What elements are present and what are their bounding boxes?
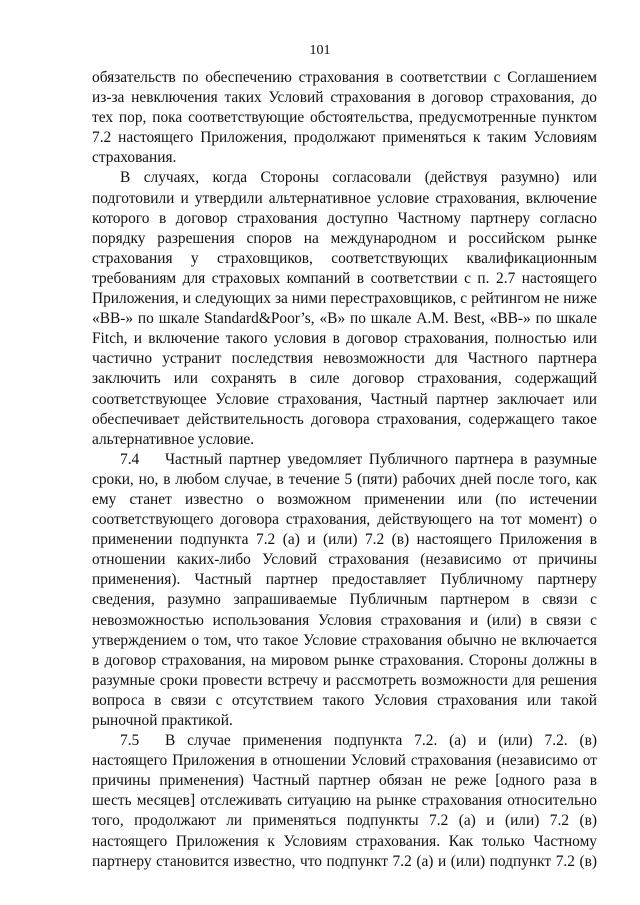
clause-text: В случае применения подпункта 7.2. (а) и (или) 7.2. (в) настоящего Приложения в отношении Условий страхования (независимо от причины применения) Частный партнер обязан не реже [одного раза в шесть месяцев] отслеживать ситуацию на рынке страхования относительно того, продолжают ли применяться подпункты 7.2 (а) и (или) 7.2 (в) настоящего Приложения к Условиям страхования. Как только Частному партнеру становится известно, что подпункт 7.2 (а) и (или) подпункт 7.2 (в) (92, 732, 597, 870)
document-body (92, 68, 597, 872)
paragraph-continuation (92, 68, 597, 168)
clause-7-4 (92, 450, 597, 731)
page-number: 101 (309, 43, 331, 58)
paragraph-text: обязательств по обеспечению страхования в соответствии с Соглашением из-за невключения таких Условий страхования в договор страхования, до тех пор, пока соответствующие обстоятельства, предусмотренные пунктом 7.2 настоящего Приложения, продолжают применяться к таким Условиям страхования. (92, 69, 597, 167)
paragraph-alternative-condition (92, 168, 597, 449)
clause-number: 7.4 (120, 450, 140, 468)
clause-text: Частный партнер уведомляет Публичного партнера в разумные сроки, но, в любом случае, в течение 5 (пяти) рабочих дней после того, как ему станет известно о возможном применении или (по истечении соответствующего договора страхования, действующего на тот момент) о применении подпункта 7.2 (а) и (или) 7.2 (в) настоящего Приложения в отношении каких-либо Условий страхования (независимо от причины применения). Частный партнер предоставляет Публичному партнеру сведения, разумно запрашиваемые Публичным партнером в связи с невозможностью использования Условия страхования и (или) в связи с утверждением о том, что такое Условие страхования обычно не включается в договор страхования, на мировом рынке страхования. Стороны должны в разумные сроки провести встречу и рассмотреть возможности для решения вопроса в связи с отсутствием такого Условия страхования или такой рыночной практикой. (92, 450, 597, 729)
clause-number: 7.5 (120, 732, 140, 750)
clause-7-5 (92, 731, 597, 872)
paragraph-text: В случаях, когда Стороны согласовали (действуя разумно) или подготовили и утвердили альтернативное условие страхования, включение которого в договор страхования доступно Частному партнеру согласно порядку разрешения споров на международном и российском рынке страхования у страховщиков, соответствующих квалификационным требованиям для страховых компаний в соответствии с п. 2.7 настоящего Приложения, и следующих за ними перестраховщиков, с рейтингом не ниже «BB-» по шкале Standard&Poor’s, «B» по шкале A.M. Best, «BB-» по шкале Fitch, и включение такого условия в договор страхования, полностью или частично устранит последствия невозможности для Частного партнера заключить или сохранять в силе договор страхования, содержащий соответствующее Условие страхования, Частный партнер заключает или обеспечивает действительность договора страхования, содержащего такое альтернативное условие. (92, 169, 597, 448)
